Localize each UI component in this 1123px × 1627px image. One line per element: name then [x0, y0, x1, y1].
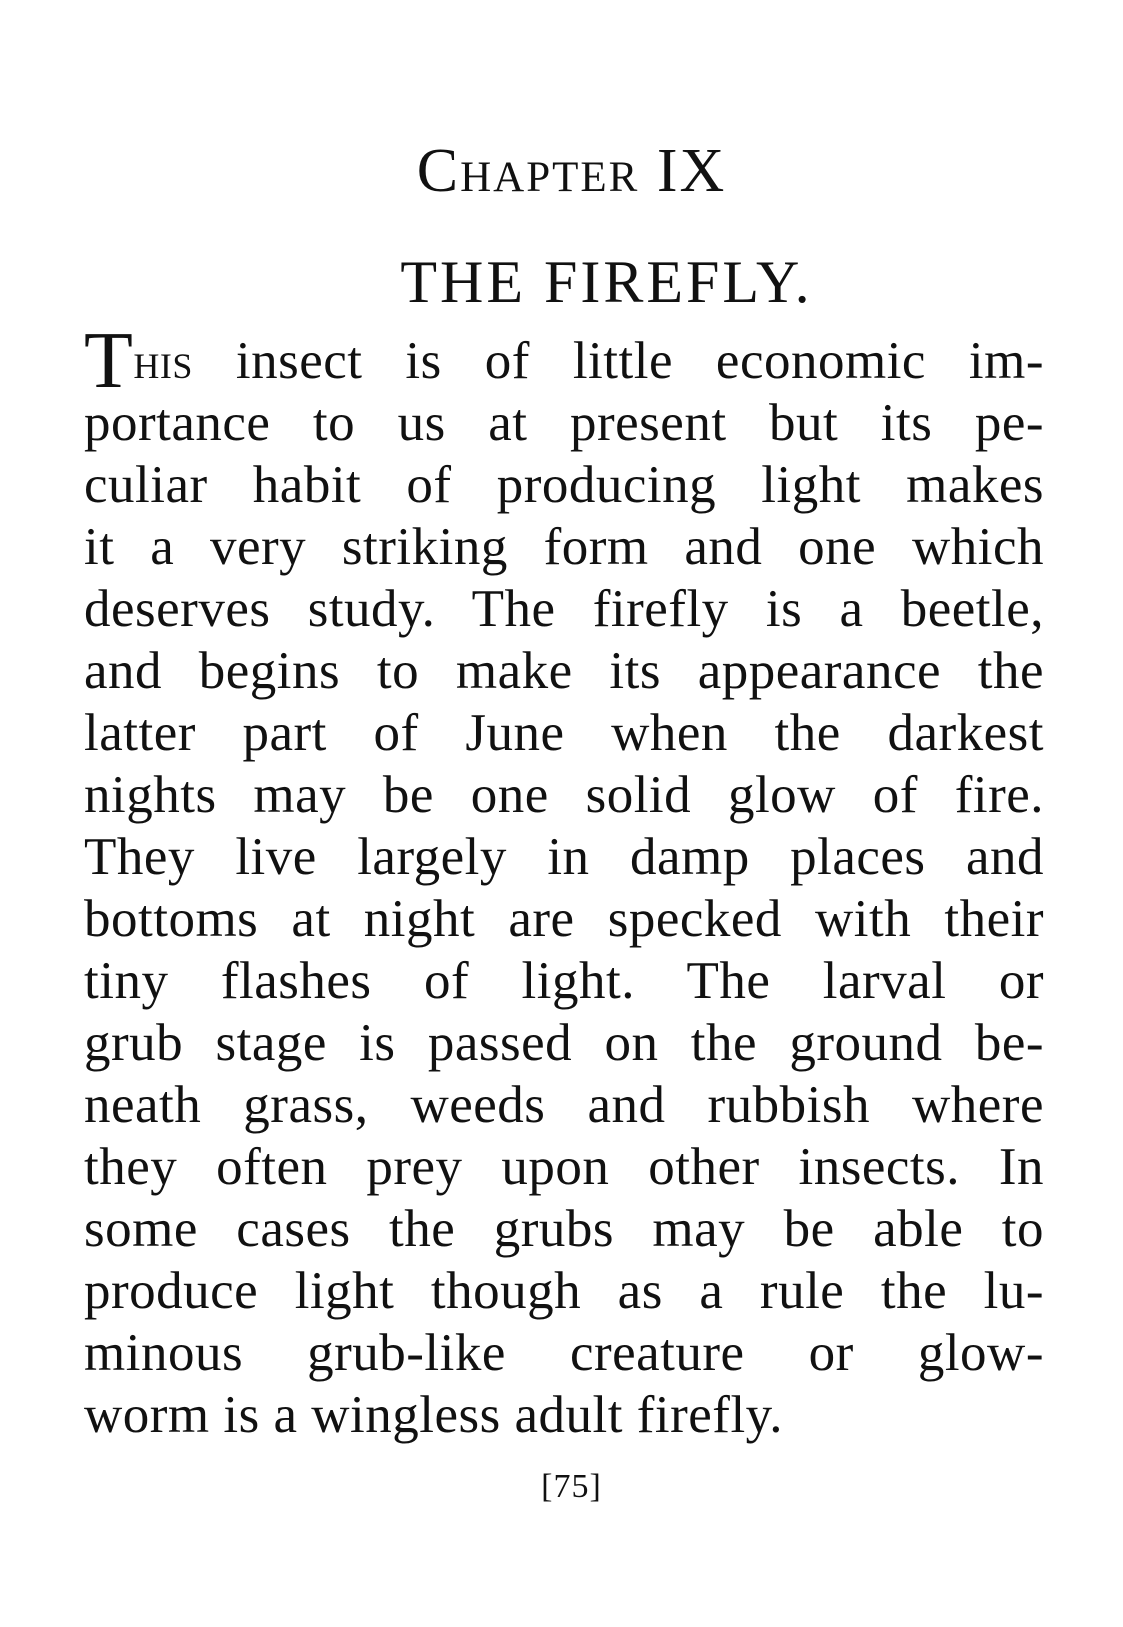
chapter-heading — [0, 137, 1123, 205]
text-line: latter part of June when the darkest — [84, 704, 1044, 762]
text-line: some cases the grubs may be able to — [84, 1200, 1044, 1258]
text-line: bottoms at night are specked with their — [84, 890, 1044, 948]
text-line: and begins to make its appearance the — [84, 642, 1044, 700]
chapter-title: THE FIREFLY. — [400, 249, 813, 315]
first-word-small-caps: HIS — [133, 346, 193, 386]
line-text: insect is of little economic im- — [192, 332, 1044, 390]
text-line: produce light though as a rule the lu- — [84, 1262, 1044, 1320]
drop-cap: T — [84, 317, 134, 405]
text-line: neath grass, weeds and rubbish where — [84, 1076, 1044, 1134]
text-line: deserves study. The firefly is a beetle, — [84, 580, 1044, 638]
page-number: [75] — [541, 1468, 602, 1505]
text-line: it a very striking form and one which — [84, 518, 1044, 576]
text-line: worm is a wingless adult firefly. — [84, 1386, 783, 1444]
chapter-word: Chapter — [416, 137, 640, 205]
text-line: grub stage is passed on the ground be- — [84, 1014, 1044, 1072]
text-line: portance to us at present but its pe- — [84, 394, 1044, 452]
text-line: culiar habit of producing light makes — [84, 456, 1044, 514]
chapter-numeral: IX — [656, 137, 727, 205]
body-paragraph — [84, 317, 1044, 1446]
text-line: they often prey upon other insects. In — [84, 1138, 1044, 1196]
text-line: nights may be one solid glow of fire. — [84, 766, 1044, 824]
text-line: tiny flashes of light. The larval or — [84, 952, 1044, 1010]
text-line: minous grub-like creature or glow- — [84, 1324, 1044, 1382]
text-line — [84, 317, 1044, 405]
text-line: They live largely in damp places and — [84, 828, 1044, 886]
